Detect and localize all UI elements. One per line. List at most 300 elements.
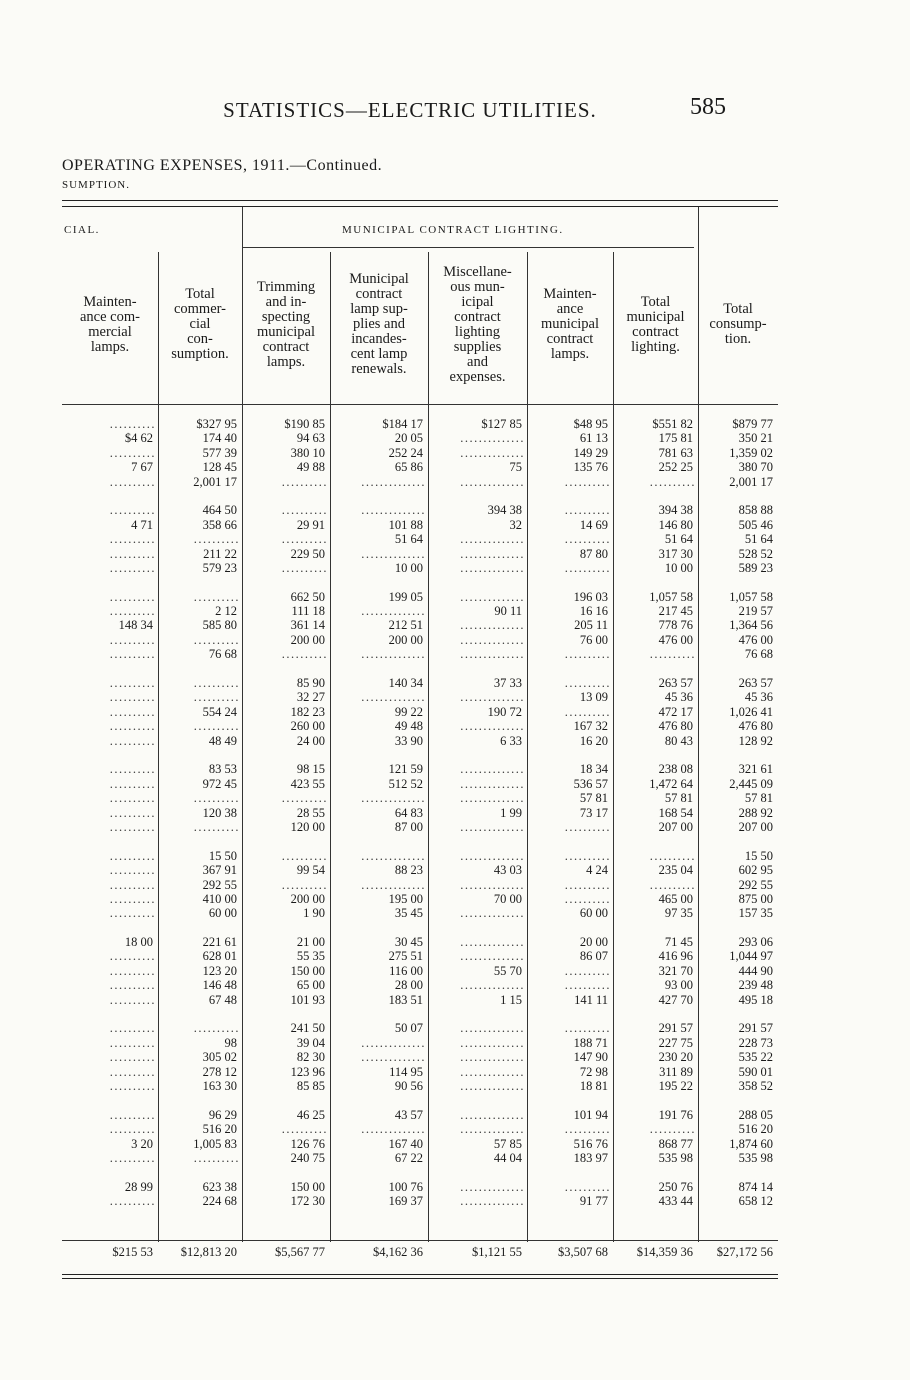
table-cell: 221 61: [202, 935, 237, 950]
table-cell: 65 86: [394, 460, 423, 475]
table-cell: [428, 1007, 527, 1021]
table-cell: 167 40: [388, 1136, 423, 1151]
table-cell: ..........: [109, 906, 156, 921]
table-row: [62, 1137, 778, 1151]
table-row: [62, 1036, 778, 1050]
table-cell: ..............: [460, 1122, 525, 1137]
table-cell: [698, 575, 778, 589]
table-cell: 380 10: [290, 445, 325, 460]
table-row: [62, 734, 778, 748]
table-row: [62, 503, 778, 517]
table-cell: [158, 1165, 242, 1179]
table-cell: 2,001 17: [193, 474, 237, 489]
table-cell: 21 00: [296, 935, 325, 950]
table-row: [62, 964, 778, 978]
table-cell: 88 23: [394, 863, 423, 878]
table-cell: ..............: [460, 935, 525, 950]
table-cell: ..............: [460, 1035, 525, 1050]
table-cell: [428, 662, 527, 676]
table-cell: 394 38: [658, 503, 693, 518]
table-cell: 141 11: [574, 992, 608, 1007]
table-cell: ..........: [564, 704, 611, 719]
table-cell: ..........: [281, 647, 328, 662]
table-cell: ..........: [193, 589, 240, 604]
table-cell: ..........: [193, 791, 240, 806]
table-cell: 288 92: [738, 805, 773, 820]
table-cell: $4 62: [124, 431, 153, 446]
table-cell: 205 11: [574, 618, 608, 633]
table-cell: ..........: [193, 690, 240, 705]
table-cell: 85 90: [296, 676, 325, 691]
table-cell: 2,445 09: [729, 776, 773, 791]
table-cell: [330, 1165, 428, 1179]
table-cell: ..........: [649, 848, 696, 863]
table-row: [62, 863, 778, 877]
column-header-total-municipal: Total municipal contract lighting.: [626, 293, 685, 355]
table-cell: ..............: [460, 546, 525, 561]
table-cell: 182 23: [290, 704, 325, 719]
table-cell: 288 05: [738, 1107, 773, 1122]
column-header-maintenance-municipal: Mainten- ance municipal contract lamps.: [541, 286, 599, 362]
table-cell: 167 32: [573, 719, 608, 734]
table-cell: 76 68: [208, 647, 237, 662]
table-cell: 20 00: [579, 935, 608, 950]
table-row: [62, 791, 778, 805]
column-header-total-consumption: Total consump- tion.: [709, 301, 767, 347]
table-cell: ..............: [460, 719, 525, 734]
table-cell: 50 07: [394, 1021, 423, 1036]
header-bottom-rule: [62, 404, 778, 405]
table-cell: 291 57: [658, 1021, 693, 1036]
table-cell: ..............: [460, 560, 525, 575]
table-cell: [428, 1165, 527, 1179]
table-cell: 868 77: [658, 1136, 693, 1151]
table-cell: ..........: [109, 963, 156, 978]
table-cell: ..............: [460, 618, 525, 633]
table-cell: 495 18: [738, 992, 773, 1007]
table-cell: 358 66: [202, 517, 237, 532]
table-cell: 321 61: [738, 762, 773, 777]
table-cell: 7 67: [131, 460, 153, 475]
table-cell: 227 75: [658, 1035, 693, 1050]
table-row: [62, 1108, 778, 1122]
table-cell: [527, 748, 613, 762]
table-cell: 464 50: [202, 503, 237, 518]
table-cell: 199 05: [388, 589, 423, 604]
table-cell: ..............: [460, 632, 525, 647]
table-cell: [698, 921, 778, 935]
table-cell: 781 63: [658, 445, 693, 460]
table-cell: 147 90: [573, 1050, 608, 1065]
table-cell: [330, 489, 428, 503]
table-cell: 623 38: [202, 1179, 237, 1194]
table-cell: 536 57: [573, 776, 608, 791]
table-cell: ..............: [460, 1064, 525, 1079]
total-cell: $5,567 77: [275, 1245, 325, 1259]
table-cell: 212 51: [388, 618, 423, 633]
table-cell: [613, 834, 698, 848]
table-cell: 16 20: [579, 733, 608, 748]
table-cell: ..............: [361, 503, 426, 518]
table-subtitle: OPERATING EXPENSES, 1911.—Continued.: [62, 157, 383, 174]
table-cell: [527, 921, 613, 935]
table-cell: 200 00: [290, 632, 325, 647]
table-cell: 217 45: [658, 604, 693, 619]
table-cell: 444 90: [738, 963, 773, 978]
totals-top-rule: [62, 1240, 778, 1241]
table-cell: [62, 834, 158, 848]
table-cell: 1 15: [500, 992, 522, 1007]
table-cell: $190 85: [284, 417, 325, 431]
table-cell: ..........: [564, 978, 611, 993]
table-cell: 51 64: [394, 532, 423, 547]
table-cell: ..........: [193, 632, 240, 647]
table-cell: 200 00: [290, 891, 325, 906]
table-cell: 628 01: [202, 949, 237, 964]
table-cell: 175 81: [658, 431, 693, 446]
table-cell: $48 95: [573, 417, 608, 431]
table-cell: [698, 662, 778, 676]
table-cell: 241 50: [290, 1021, 325, 1036]
table-cell: 123 96: [290, 1064, 325, 1079]
table-cell: ..........: [109, 791, 156, 806]
table-cell: 4 71: [131, 517, 153, 532]
table-cell: 45 36: [664, 690, 693, 705]
table-cell: [158, 1093, 242, 1107]
table-row: [62, 417, 778, 431]
table-cell: 235 04: [658, 863, 693, 878]
table-cell: 1,364 56: [729, 618, 773, 633]
table-cell: 292 55: [202, 877, 237, 892]
table-cell: ..........: [193, 1150, 240, 1165]
table-cell: 174 40: [202, 431, 237, 446]
table-cell: ..........: [193, 1021, 240, 1036]
table-cell: 211 22: [203, 546, 237, 561]
table-cell: [242, 662, 330, 676]
table-cell: 46 25: [296, 1107, 325, 1122]
table-cell: 207 00: [738, 819, 773, 834]
table-cell: 96 29: [208, 1107, 237, 1122]
table-cell: 15 50: [208, 848, 237, 863]
table-cell: 410 00: [202, 891, 237, 906]
table-cell: [613, 489, 698, 503]
table-cell: ..........: [564, 676, 611, 691]
table-cell: [62, 1007, 158, 1021]
table-cell: 229 50: [290, 546, 325, 561]
table-cell: [698, 1007, 778, 1021]
table-cell: 292 55: [738, 877, 773, 892]
column-header-maintenance-commercial: Mainten- ance com- mercial lamps.: [80, 293, 140, 355]
total-cell: $4,162 36: [373, 1245, 423, 1259]
group-underline: [242, 247, 694, 248]
table-cell: ..............: [361, 791, 426, 806]
table-cell: [330, 921, 428, 935]
table-cell: 1,874 60: [729, 1136, 773, 1151]
table-cell: [698, 748, 778, 762]
table-cell: 29 91: [296, 517, 325, 532]
table-cell: 172 30: [290, 1194, 325, 1209]
table-cell: 476 00: [658, 632, 693, 647]
table-cell: ..............: [361, 1122, 426, 1137]
table-cell: 10 00: [394, 560, 423, 575]
table-cell: ..........: [109, 560, 156, 575]
table-cell: ..........: [109, 949, 156, 964]
table-cell: ..............: [460, 589, 525, 604]
table-cell: ..........: [109, 1150, 156, 1165]
table-cell: [242, 1093, 330, 1107]
table-row: [62, 446, 778, 460]
table-cell: ..........: [109, 719, 156, 734]
table-cell: ..........: [109, 632, 156, 647]
table-row: [62, 978, 778, 992]
table-row: [62, 849, 778, 863]
table-cell: 76 00: [579, 632, 608, 647]
table-cell: ..........: [109, 992, 156, 1007]
table-cell: 87 00: [394, 819, 423, 834]
table-cell: 101 88: [388, 517, 423, 532]
top-rule-1: [62, 200, 778, 201]
table-cell: 1,359 02: [729, 445, 773, 460]
table-cell: [428, 1093, 527, 1107]
table-cell: ..........: [109, 863, 156, 878]
table-cell: ..............: [460, 1179, 525, 1194]
table-cell: 55 70: [493, 963, 522, 978]
table-cell: 350 21: [738, 431, 773, 446]
table-cell: ..........: [109, 532, 156, 547]
table-cell: ..........: [564, 560, 611, 575]
table-cell: 516 20: [738, 1122, 773, 1137]
table-cell: ..........: [649, 474, 696, 489]
table-cell: 75: [509, 460, 522, 475]
table-cell: 1,057 58: [729, 589, 773, 604]
table-cell: 252 24: [388, 445, 423, 460]
column-header-total-commercial: Total commer- cial con- sumption.: [171, 286, 229, 362]
table-row: [62, 662, 778, 676]
table-cell: 311 89: [659, 1064, 693, 1079]
table-cell: 191 76: [658, 1107, 693, 1122]
table-cell: 28 00: [394, 978, 423, 993]
table-row: [62, 575, 778, 589]
table-cell: 602 95: [738, 863, 773, 878]
table-row: [62, 518, 778, 532]
table-row: [62, 748, 778, 762]
table-cell: [242, 834, 330, 848]
table-cell: 252 25: [658, 460, 693, 475]
table-cell: 14 69: [579, 517, 608, 532]
table-cell: 128 92: [738, 733, 773, 748]
table-cell: [527, 834, 613, 848]
table-cell: ..........: [109, 604, 156, 619]
table-row: [62, 777, 778, 791]
table-cell: ..........: [109, 676, 156, 691]
table-cell: ..........: [564, 1179, 611, 1194]
table-cell: 90 56: [394, 1078, 423, 1093]
table-cell: 367 91: [202, 863, 237, 878]
table-cell: 94 63: [296, 431, 325, 446]
table-cell: ..............: [460, 474, 525, 489]
table-cell: 535 22: [738, 1050, 773, 1065]
table-cell: 207 00: [658, 819, 693, 834]
table-cell: ..........: [281, 532, 328, 547]
table-cell: 90 11: [494, 604, 522, 619]
table-cell: ..............: [460, 848, 525, 863]
table-cell: 57 81: [579, 791, 608, 806]
table-cell: [158, 834, 242, 848]
table-cell: [158, 662, 242, 676]
table-cell: ..............: [361, 604, 426, 619]
table-cell: 101 94: [573, 1107, 608, 1122]
table-cell: [330, 834, 428, 848]
table-cell: [698, 1165, 778, 1179]
table-row: [62, 475, 778, 489]
table-cell: 126 76: [290, 1136, 325, 1151]
table-cell: 71 45: [664, 935, 693, 950]
table-cell: [158, 748, 242, 762]
table-row: [62, 618, 778, 632]
table-cell: ..........: [649, 647, 696, 662]
table-cell: [158, 921, 242, 935]
table-row: [62, 878, 778, 892]
table-cell: 55 35: [296, 949, 325, 964]
table-cell: 275 51: [388, 949, 423, 964]
table-cell: 1,044 97: [729, 949, 773, 964]
table-cell: ..............: [460, 949, 525, 964]
table-cell: 15 50: [744, 848, 773, 863]
table-cell: 67 22: [394, 1150, 423, 1165]
table-cell: 49 88: [296, 460, 325, 475]
table-cell: ..........: [109, 647, 156, 662]
table-cell: 43 03: [493, 863, 522, 878]
table-cell: 278 12: [202, 1064, 237, 1079]
page-header-title: STATISTICS—ELECTRIC UTILITIES.: [223, 98, 597, 122]
table-cell: 528 52: [738, 546, 773, 561]
table-row: [62, 820, 778, 834]
table-row: [62, 1093, 778, 1107]
table-cell: 239 48: [738, 978, 773, 993]
table-cell: ..........: [109, 978, 156, 993]
table-cell: 662 50: [290, 589, 325, 604]
table-cell: ..........: [564, 891, 611, 906]
table-cell: ..........: [193, 719, 240, 734]
table-cell: [62, 489, 158, 503]
table-cell: 91 77: [579, 1194, 608, 1209]
table-cell: ..........: [109, 733, 156, 748]
table-cell: [158, 489, 242, 503]
table-cell: ..........: [109, 848, 156, 863]
total-cell: $1,121 55: [472, 1245, 522, 1259]
table-cell: [330, 1093, 428, 1107]
table-cell: $184 17: [382, 417, 423, 431]
table-cell: ..........: [109, 546, 156, 561]
table-cell: $327 95: [196, 417, 237, 431]
page-number: 585: [690, 94, 726, 120]
table-cell: 43 57: [394, 1107, 423, 1122]
table-cell: [242, 921, 330, 935]
table-cell: 39 04: [296, 1035, 325, 1050]
table-row: [62, 949, 778, 963]
table-subtitle-continuation: SUMPTION.: [62, 179, 130, 191]
table-cell: 10 00: [664, 560, 693, 575]
table-cell: ..............: [361, 647, 426, 662]
table-cell: 98: [224, 1035, 237, 1050]
table-cell: 20 05: [394, 431, 423, 446]
table-cell: ..........: [281, 503, 328, 518]
table-row: [62, 1122, 778, 1136]
table-cell: ..............: [460, 906, 525, 921]
table-row: [62, 633, 778, 647]
table-cell: 416 96: [658, 949, 693, 964]
table-cell: ..........: [649, 877, 696, 892]
table-cell: 28 99: [124, 1179, 153, 1194]
table-cell: 37 33: [493, 676, 522, 691]
table-cell: 83 53: [208, 762, 237, 777]
table-cell: 67 48: [208, 992, 237, 1007]
table-row: [62, 906, 778, 920]
table-cell: 200 00: [388, 632, 423, 647]
table-cell: ..........: [109, 1035, 156, 1050]
table-cell: ..............: [460, 776, 525, 791]
table-cell: [527, 1007, 613, 1021]
table-cell: ..............: [460, 431, 525, 446]
table-cell: [242, 575, 330, 589]
table-cell: 99 22: [394, 704, 423, 719]
table-cell: 2 12: [215, 604, 237, 619]
total-cell: $27,172 56: [716, 1245, 773, 1259]
table-cell: 60 00: [208, 906, 237, 921]
table-cell: 18 81: [579, 1078, 608, 1093]
table-row: [62, 806, 778, 820]
table-cell: 658 12: [738, 1194, 773, 1209]
table-cell: 146 80: [658, 517, 693, 532]
table-cell: [698, 834, 778, 848]
table-cell: [613, 575, 698, 589]
table-row: [62, 647, 778, 661]
table-cell: ..........: [109, 690, 156, 705]
table-cell: 196 03: [573, 589, 608, 604]
table-cell: [698, 1093, 778, 1107]
table-cell: 190 72: [487, 704, 522, 719]
table-cell: [62, 1093, 158, 1107]
table-cell: [428, 834, 527, 848]
table-cell: ..........: [109, 1194, 156, 1209]
table-cell: 121 59: [388, 762, 423, 777]
table-cell: 317 30: [658, 546, 693, 561]
group-heading-municipal: MUNICIPAL CONTRACT LIGHTING.: [342, 224, 564, 236]
table-cell: 60 00: [579, 906, 608, 921]
table-cell: 590 01: [738, 1064, 773, 1079]
table-cell: ..........: [193, 676, 240, 691]
table-cell: 260 00: [290, 719, 325, 734]
table-cell: 238 08: [658, 762, 693, 777]
table-cell: 32: [509, 517, 522, 532]
table-cell: [527, 1165, 613, 1179]
table-cell: ..........: [193, 819, 240, 834]
table-cell: 61 13: [579, 431, 608, 446]
table-cell: 875 00: [738, 891, 773, 906]
table-row: [62, 460, 778, 474]
column-header-municipal-supplies: Municipal contract lamp sup- plies and incandes- cent lamp renewals.: [349, 271, 409, 377]
table-cell: ..........: [564, 877, 611, 892]
table-cell: ..............: [460, 978, 525, 993]
total-cell: $12,813 20: [180, 1245, 237, 1259]
table-cell: 476 80: [658, 719, 693, 734]
table-cell: 72 98: [579, 1064, 608, 1079]
table-cell: 516 76: [573, 1136, 608, 1151]
table-row: [62, 935, 778, 949]
table-cell: 135 76: [573, 460, 608, 475]
table-cell: 148 34: [118, 618, 153, 633]
table-cell: 305 02: [202, 1050, 237, 1065]
